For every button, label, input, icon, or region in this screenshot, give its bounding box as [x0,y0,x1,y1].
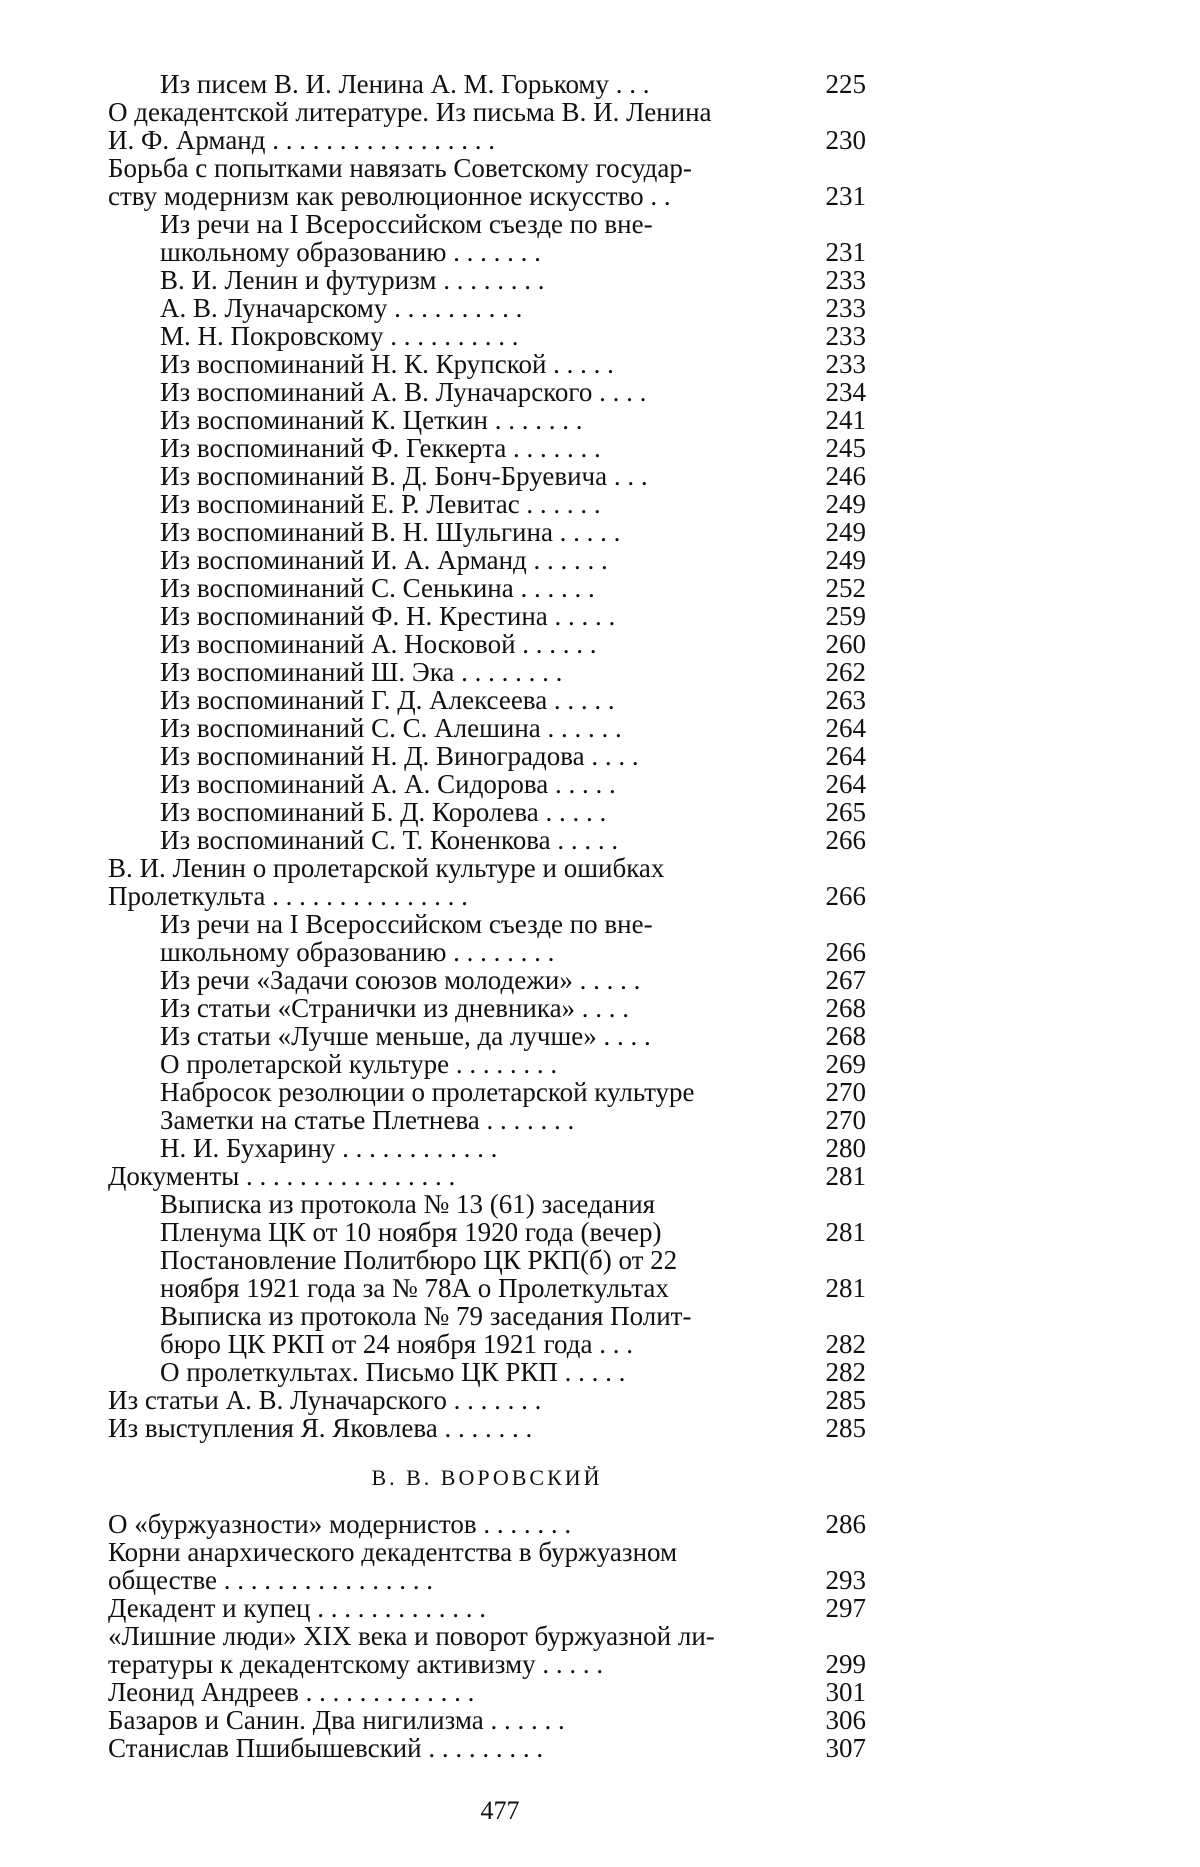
toc-entry [108,462,866,490]
toc-entry-title [160,518,806,546]
toc-entry-line: Пленума ЦК от 10 ноября 1920 года (вечер) [160,1218,806,1246]
page-number: 477 [0,1796,1000,1826]
toc-entry-title [108,1706,806,1734]
toc-entry [108,826,866,854]
toc-entry [108,1078,866,1106]
toc-entry-page: 270 [806,1078,866,1106]
toc-entry-title [160,1078,806,1106]
toc-entry-line: Пролеткульта . . . . . . . . . . . . . . . [108,882,806,910]
toc-entry-title [108,1594,806,1622]
toc-entry-line: Из выступления Я. Яковлева . . . . . . . [108,1414,806,1442]
toc-entry-page: 282 [806,1330,866,1358]
toc-entry [108,742,866,770]
toc-entry [108,770,866,798]
toc-entry-line: Заметки на статье Плетнева . . . . . . . [160,1106,806,1134]
toc-entry-line: Декадент и купец . . . . . . . . . . . . . [108,1594,806,1622]
toc-entry-line: О декадентской литературе. Из письма В. И. Ленина [108,98,806,126]
toc-entry [108,70,866,98]
toc-entry [108,1538,866,1594]
toc-entry [108,1190,866,1246]
toc-entry [108,994,866,1022]
toc-entry-line: О пролетарской культуре . . . . . . . . [160,1050,806,1078]
toc-entry-page: 281 [806,1274,866,1302]
toc-entry-title [160,1358,806,1386]
toc-entry-title [160,70,806,98]
toc-entry-line: ству модернизм как революционное искусство . . [108,182,806,210]
toc-entry [108,602,866,630]
toc-entry-title [108,1734,806,1762]
toc-entry-line: В. И. Ленин и футуризм . . . . . . . . [160,266,806,294]
toc-entry [108,1594,866,1622]
toc-entry-line: А. В. Луначарскому . . . . . . . . . . [160,294,806,322]
toc-entry-page: 260 [806,630,866,658]
toc-entry-line: Выписка из протокола № 13 (61) заседания [160,1190,806,1218]
toc-entry-page: 280 [806,1134,866,1162]
toc-entry [108,1050,866,1078]
toc-entry-title [160,1050,806,1078]
book-page [0,0,1200,1867]
toc-entry-line: Из воспоминаний А. А. Сидорова . . . . . [160,770,806,798]
toc-entry-title [108,1414,806,1442]
toc-entry-line: «Лишние люди» XIX века и поворот буржуазной ли- [108,1622,806,1650]
toc-block-lenin [108,70,866,1442]
toc-entry [108,574,866,602]
toc-entry-title [160,1134,806,1162]
toc-entry-title [160,378,806,406]
toc-entry-line: Из речи на I Всероссийском съезде по вне- [160,210,806,238]
toc-entry-line: Из воспоминаний Ф. Н. Крестина . . . . . [160,602,806,630]
toc-entry-line: ноября 1921 года за № 78А о Пролеткультах [160,1274,806,1302]
toc-entry-page: 268 [806,994,866,1022]
toc-entry-page: 266 [806,882,866,910]
toc-entry-page: 233 [806,322,866,350]
toc-entry-page: 281 [806,1162,866,1190]
toc-entry [108,546,866,574]
toc-entry-line: школьному образованию . . . . . . . . [160,938,806,966]
toc-entry [108,1706,866,1734]
toc-entry-title [160,658,806,686]
toc-entry-line: школьному образованию . . . . . . . [160,238,806,266]
toc-entry-title [160,462,806,490]
toc-entry [108,910,866,966]
toc-entry [108,1246,866,1302]
toc-entry [108,658,866,686]
table-of-contents [108,70,866,1762]
toc-entry-line: О «буржуазности» модернистов . . . . . . . [108,1510,806,1538]
toc-entry [108,714,866,742]
toc-entry [108,1162,866,1190]
toc-entry [108,406,866,434]
toc-entry-title [160,742,806,770]
toc-entry-title [160,406,806,434]
toc-entry [108,1386,866,1414]
toc-entry [108,1622,866,1678]
toc-entry-title [108,1510,806,1538]
toc-entry-title [160,994,806,1022]
toc-entry-title [160,490,806,518]
toc-entry-line: В. И. Ленин о пролетарской культуре и ошибках [108,854,806,882]
toc-entry-page: 301 [806,1678,866,1706]
toc-entry [108,1678,866,1706]
toc-entry-line: Из воспоминаний С. Сенькина . . . . . . [160,574,806,602]
toc-entry [108,490,866,518]
toc-entry-page: 246 [806,462,866,490]
toc-entry-line: Из воспоминаний Ф. Геккерта . . . . . . . [160,434,806,462]
toc-entry-line: Леонид Андреев . . . . . . . . . . . . . [108,1678,806,1706]
toc-entry-line: Из воспоминаний В. Д. Бонч-Бруевича . . . [160,462,806,490]
toc-entry-line: Из воспоминаний И. А. Арманд . . . . . . [160,546,806,574]
toc-entry [108,1302,866,1358]
toc-entry-title [160,546,806,574]
toc-entry-title [160,910,806,966]
toc-entry-title [108,98,806,154]
toc-entry-page: 307 [806,1734,866,1762]
toc-entry-page: 299 [806,1650,866,1678]
toc-entry-line: И. Ф. Арманд . . . . . . . . . . . . . . . . . [108,126,806,154]
toc-entry-title [108,154,806,210]
toc-entry-page: 267 [806,966,866,994]
toc-entry-line: Из статьи «Лучше меньше, да лучше» . . . . [160,1022,806,1050]
toc-entry-line: Из воспоминаний Н. Д. Виноградова . . . . [160,742,806,770]
toc-entry-title [160,210,806,266]
toc-entry-title [160,798,806,826]
toc-entry-line: Из воспоминаний Е. Р. Левитас . . . . . . [160,490,806,518]
toc-entry-line: Из речи «Задачи союзов молодежи» . . . . . [160,966,806,994]
toc-entry-page: 252 [806,574,866,602]
toc-entry-line: Базаров и Санин. Два нигилизма . . . . . . [108,1706,806,1734]
toc-entry-page: 306 [806,1706,866,1734]
toc-entry [108,350,866,378]
toc-entry-title [160,1190,806,1246]
toc-entry-title [160,966,806,994]
toc-entry-title [160,266,806,294]
toc-entry-line: Из воспоминаний А. В. Луначарского . . . . [160,378,806,406]
toc-entry-page: 245 [806,434,866,462]
toc-entry [108,1022,866,1050]
toc-entry [108,1358,866,1386]
toc-entry-title [108,1622,806,1678]
toc-entry-title [108,1678,806,1706]
toc-entry-line: Из речи на I Всероссийском съезде по вне- [160,910,806,938]
toc-entry-page: 249 [806,546,866,574]
toc-entry [108,294,866,322]
toc-entry-page: 241 [806,406,866,434]
toc-entry [108,378,866,406]
toc-entry [108,854,866,910]
toc-entry [108,630,866,658]
toc-entry-line: Набросок резолюции о пролетарской культуре [160,1078,806,1106]
toc-entry-title [160,294,806,322]
toc-entry-page: 286 [806,1510,866,1538]
toc-entry-page: 285 [806,1414,866,1442]
toc-entry-page: 297 [806,1594,866,1622]
toc-entry-page: 233 [806,266,866,294]
toc-entry [108,518,866,546]
toc-entry-line: Из воспоминаний С. Т. Коненкова . . . . . [160,826,806,854]
toc-entry-title [160,770,806,798]
toc-entry-page: 282 [806,1358,866,1386]
toc-entry-title [108,854,806,910]
toc-entry-page: 264 [806,770,866,798]
toc-entry-page: 266 [806,938,866,966]
section-heading: В. В. ВОРОВСКИЙ [108,1464,866,1492]
toc-entry-line: бюро ЦК РКП от 24 ноября 1921 года . . . [160,1330,806,1358]
toc-entry-line: Из воспоминаний В. Н. Шульгина . . . . . [160,518,806,546]
toc-entry-line: Документы . . . . . . . . . . . . . . . . [108,1162,806,1190]
toc-entry [108,266,866,294]
toc-entry-line: Из воспоминаний Н. К. Крупской . . . . . [160,350,806,378]
toc-entry-page: 270 [806,1106,866,1134]
toc-entry [108,210,866,266]
toc-entry-title [160,630,806,658]
toc-entry-line: Постановление Политбюро ЦК РКП(б) от 22 [160,1246,806,1274]
toc-entry-line: Станислав Пшибышевский . . . . . . . . . [108,1734,806,1762]
toc-entry-title [108,1386,806,1414]
toc-block-vorovsky [108,1510,866,1762]
toc-entry-page: 249 [806,490,866,518]
toc-entry-page: 281 [806,1218,866,1246]
toc-entry-line: Из воспоминаний К. Цеткин . . . . . . . [160,406,806,434]
toc-entry-title [160,434,806,462]
toc-entry-title [160,602,806,630]
toc-entry [108,686,866,714]
toc-entry-page: 231 [806,238,866,266]
toc-entry-line: Из писем В. И. Ленина А. М. Горькому . . . [160,70,806,98]
toc-entry [108,1414,866,1442]
toc-entry-page: 234 [806,378,866,406]
toc-entry [108,154,866,210]
toc-entry-page: 293 [806,1566,866,1594]
toc-entry-line: Корни анархического декадентства в буржуазном [108,1538,806,1566]
toc-entry-page: 285 [806,1386,866,1414]
toc-entry-title [160,1022,806,1050]
toc-entry [108,1734,866,1762]
toc-entry [108,98,866,154]
toc-entry-line: О пролеткультах. Письмо ЦК РКП . . . . . [160,1358,806,1386]
toc-entry [108,322,866,350]
toc-entry [108,1106,866,1134]
toc-entry-page: 264 [806,742,866,770]
toc-entry-page: 259 [806,602,866,630]
toc-entry-title [160,322,806,350]
toc-entry-page: 268 [806,1022,866,1050]
toc-entry-page: 266 [806,826,866,854]
toc-entry-page: 225 [806,70,866,98]
toc-entry-page: 264 [806,714,866,742]
toc-entry-title [160,1106,806,1134]
toc-entry-page: 233 [806,350,866,378]
toc-entry [108,1134,866,1162]
toc-entry-title [160,1246,806,1302]
toc-entry-line: М. Н. Покровскому . . . . . . . . . . [160,322,806,350]
toc-entry-title [160,714,806,742]
toc-entry-line: Из воспоминаний С. С. Алешина . . . . . . [160,714,806,742]
toc-entry-title [160,686,806,714]
toc-entry-line: Из воспоминаний А. Носковой . . . . . . [160,630,806,658]
toc-entry-page: 231 [806,182,866,210]
toc-entry-line: обществе . . . . . . . . . . . . . . . . [108,1566,806,1594]
toc-entry-line: Н. И. Бухарину . . . . . . . . . . . . [160,1134,806,1162]
toc-entry-page: 265 [806,798,866,826]
toc-entry-title [160,350,806,378]
toc-entry-page: 249 [806,518,866,546]
toc-entry [108,434,866,462]
toc-entry [108,966,866,994]
toc-entry [108,1510,866,1538]
toc-entry-title [160,1302,806,1358]
toc-entry-line: Из статьи А. В. Луначарского . . . . . . . [108,1386,806,1414]
toc-entry-title [160,826,806,854]
toc-entry-line: тературы к декадентскому активизму . . . . . [108,1650,806,1678]
toc-entry-title [108,1538,806,1594]
toc-entry-title [108,1162,806,1190]
toc-entry-line: Из воспоминаний Ш. Эка . . . . . . . . [160,658,806,686]
toc-entry-line: Из воспоминаний Б. Д. Королева . . . . . [160,798,806,826]
toc-entry-page: 263 [806,686,866,714]
toc-entry-line: Выписка из протокола № 79 заседания Полит- [160,1302,806,1330]
toc-entry-line: Из воспоминаний Г. Д. Алексеева . . . . . [160,686,806,714]
toc-entry-page: 269 [806,1050,866,1078]
toc-entry-page: 233 [806,294,866,322]
toc-entry-line: Из статьи «Странички из дневника» . . . . [160,994,806,1022]
toc-entry [108,798,866,826]
toc-entry-page: 230 [806,126,866,154]
toc-entry-page: 262 [806,658,866,686]
toc-entry-title [160,574,806,602]
toc-entry-line: Борьба с попытками навязать Советскому государ- [108,154,806,182]
